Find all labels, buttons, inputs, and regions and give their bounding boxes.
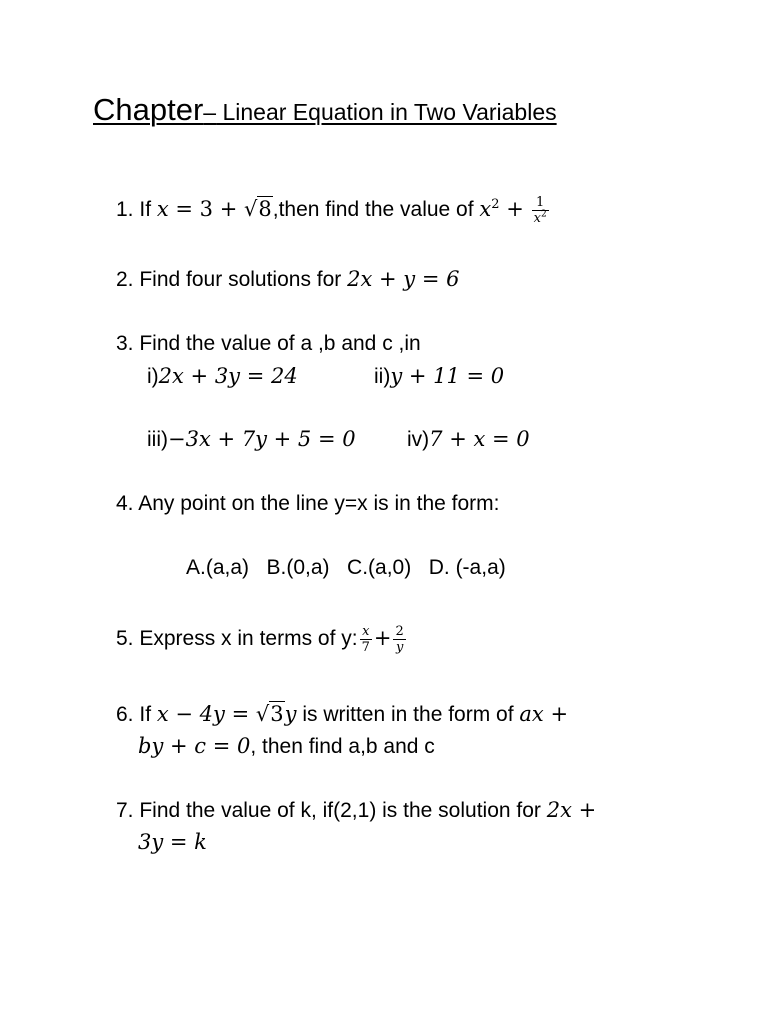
- title-chapter: Chapter: [93, 92, 204, 127]
- q2-number: 2.: [116, 268, 134, 291]
- q1-plus: +: [499, 197, 524, 222]
- q3-iii-label: iii): [147, 428, 168, 451]
- q6-rad-var: y: [284, 702, 297, 726]
- question-4: [116, 490, 499, 518]
- q6-mid: is written in the form of: [296, 703, 520, 726]
- q7-text: Find the value of k, if(2,1) is the solution for: [139, 799, 547, 822]
- q1-frac-num: 1: [532, 195, 549, 211]
- q1-x2: x: [479, 197, 492, 222]
- q7-number: 7.: [116, 799, 134, 822]
- q6-end: , then find a,b and c: [250, 735, 435, 758]
- q2-math: 2x + y = 6: [347, 267, 460, 291]
- q7-line-2: [138, 828, 207, 857]
- q3-ii-label: ii): [374, 365, 391, 388]
- q6-radicand: 3: [270, 702, 284, 726]
- q3-part-ii: [374, 362, 504, 391]
- question-1: [116, 195, 551, 226]
- q5-fraction-2: [393, 624, 405, 655]
- q1-mid: ,then find the value of: [272, 198, 480, 222]
- q4-text: Any point on the line y=x is in the form:: [138, 492, 500, 515]
- q1-number: 1.: [116, 198, 134, 222]
- q1-frac-den-exp: 2: [541, 209, 547, 220]
- q7-math-2: 3y = k: [138, 830, 207, 854]
- q5-f2-den: y: [395, 640, 404, 655]
- q3-i-math: 2x + 3y = 24: [158, 364, 298, 388]
- q5-number: 5.: [116, 627, 134, 651]
- q3-text: Find the value of a ,b and c ,in: [139, 332, 421, 355]
- q3-iii-math: −3x + 7y + 5 = 0: [168, 427, 356, 451]
- q6-math-3: by + c = 0: [138, 734, 251, 758]
- q1-frac-den: [532, 211, 549, 226]
- q1-x: x: [156, 197, 169, 222]
- question-2: [116, 265, 459, 294]
- q6-line-2: [138, 732, 435, 761]
- q6-math-2: ax +: [519, 702, 569, 726]
- q4-number: 4.: [116, 492, 134, 515]
- q3-part-i: [147, 362, 298, 391]
- q4-options: A.(a,a) B.(0,a) C.(a,0) D. (-a,a): [186, 556, 506, 579]
- q3-iv-math: 7 + x = 0: [429, 427, 530, 451]
- question-7: [116, 796, 596, 825]
- q3-ii-math: y + 11 = 0: [390, 364, 505, 388]
- q6-sqrt: √3: [255, 702, 284, 726]
- q3-part-iii: [147, 425, 356, 454]
- q3-number: 3.: [116, 332, 134, 355]
- q3-part-iv: [407, 425, 530, 454]
- q6-number: 6.: [116, 703, 134, 726]
- question-6: [116, 700, 568, 729]
- q1-fraction: [532, 195, 549, 226]
- question-5: [116, 624, 408, 655]
- title-dash: –: [203, 99, 217, 125]
- q5-f1-num: x: [360, 624, 372, 640]
- q5-plus: +: [373, 626, 392, 651]
- q7-math-1: 2x +: [546, 798, 597, 822]
- question-3: [116, 330, 421, 358]
- q3-i-label: i): [147, 365, 159, 388]
- q5-f1-den: 7: [361, 640, 370, 655]
- q3-iv-label: iv): [407, 428, 430, 451]
- q1-exp: 2: [491, 197, 500, 213]
- q1-lead: If: [139, 198, 157, 222]
- q5-text: Express x in terms of y:: [139, 627, 358, 651]
- q1-sqrt: √8: [243, 197, 272, 222]
- q6-lead: If: [139, 703, 157, 726]
- q1-frac-den-var: x: [533, 211, 541, 226]
- q1-radicand: 8: [258, 197, 272, 222]
- q2-text: Find four solutions for: [139, 268, 348, 291]
- q1-eq: = 3 +: [168, 197, 244, 222]
- q5-fraction-1: [360, 624, 372, 655]
- q6-radicand-wrap: [269, 701, 284, 726]
- title-subject: Linear Equation in Two Variables: [216, 99, 557, 125]
- q6-math-1: x − 4y =: [156, 702, 256, 726]
- page-title: [93, 92, 557, 128]
- q5-f2-num: 2: [395, 624, 404, 639]
